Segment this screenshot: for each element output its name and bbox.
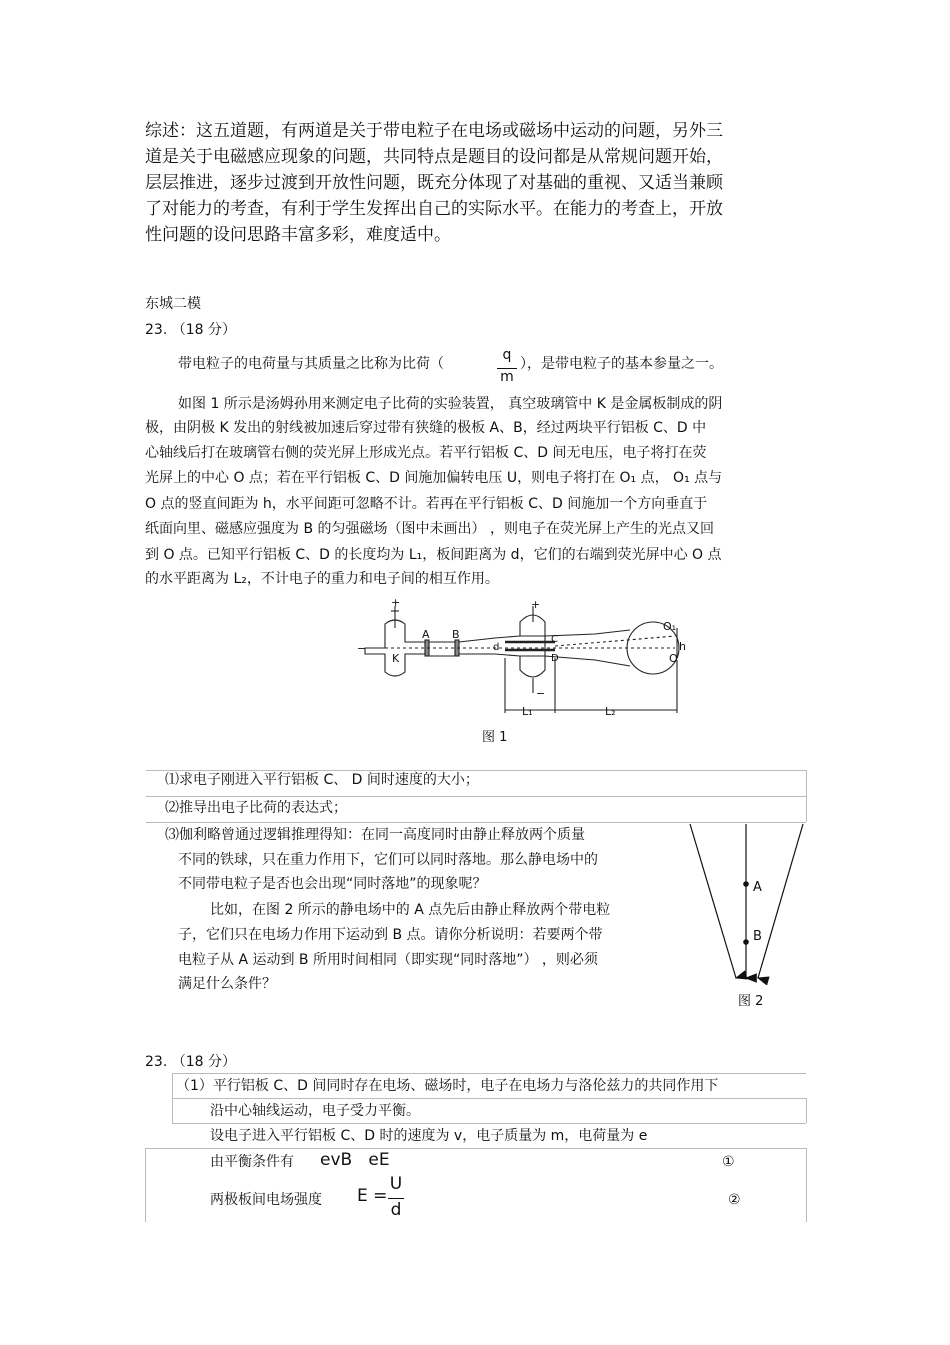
formula-denominator-d: d [390, 1200, 402, 1220]
question-body-line: 的水平距离为 L₂，不计电子的重力和电子间的相互作用。 [145, 571, 499, 587]
fraction-numerator: q [502, 347, 512, 363]
label-h: h [679, 640, 686, 653]
question-intro-before: 带电粒子的电荷量与其质量之比称为比荷（ [178, 356, 444, 372]
summary-line: 了对能力的考查，有利于学生发挥出自己的实际水平。在能力的考查上，开放 [145, 199, 723, 219]
figure1-caption: 图 1 [482, 730, 508, 745]
answer-number: 23. （18 分） [145, 1054, 236, 1070]
sub-question-1: ⑴求电子刚进入平行铝板 C、 D 间时速度的大小； [165, 772, 479, 788]
point-A-dot [743, 881, 749, 887]
label-d: d [493, 642, 500, 653]
question-body-line: 纸面向里、磁感应强度为 B 的匀强磁场（图中未画出） ，则电子在荧光屏上产生的光点又回 [145, 521, 714, 537]
label-L1: L₁ [522, 705, 533, 718]
sub-question-3-line: 满足什么条件？ [178, 976, 276, 992]
question-body-line: 心轴线后打在玻璃管右侧的荧光屏上形成光点。若平行铝板 C、D 间无电压，电子将打在荧 [145, 445, 707, 461]
label-D: D [551, 653, 559, 664]
equation-number-1: ① [722, 1154, 735, 1170]
label-plus1: + [391, 598, 401, 609]
section-title: 东城二模 [145, 296, 201, 312]
question-body-line: 光屏上的中心 O 点；若在平行铝板 C、D 间施加偏转电压 U，则电子将打在 O₁ 点， O₁ 点与 [145, 470, 723, 486]
answer-line-1: （1）平行铝板 C、D 间同时存在电场、磁场时，电子在电场力与洛伦兹力的共同作用下 [176, 1078, 719, 1094]
question-number: 23. （18 分） [145, 322, 236, 338]
answer-line-5-E: E = [357, 1186, 388, 1206]
equation-number-2: ② [728, 1192, 741, 1208]
summary-line: 道是关于电磁感应现象的问题，共同特点是题目的设问都是从常规问题开始， [145, 147, 723, 167]
answer-line-3: 设电子进入平行铝板 C、D 时的速度为 v，电子质量为 m，电荷量为 e [210, 1128, 648, 1144]
divider [806, 770, 807, 822]
label-point-A: A [753, 880, 762, 895]
question-body-line: 到 O 点。已知平行铝板 C、D 的长度均为 L₁，板间距离为 d，它们的右端到荧光屏中心 O 点 [145, 547, 722, 563]
answer-line-5-text: 两极板间电场强度 [210, 1192, 322, 1208]
formula-fraction-bar [388, 1198, 404, 1199]
sub-question-3-line: 电粒子从 A 运动到 B 所用时间相同（即实现“同时落地”） ，则必须 [178, 952, 598, 968]
label-point-B: B [753, 929, 762, 944]
divider [145, 1148, 146, 1222]
formula-numerator-U: U [389, 1174, 403, 1194]
sub-question-3-line: 不同的铁球，只在重力作用下，它们可以同时落地。那么静电场中的 [178, 852, 598, 868]
label-minus2: − [536, 687, 546, 700]
sub-question-3-line: 子，它们只在电场力作用下运动到 B 点。请你分析说明：若要两个带 [178, 927, 603, 943]
fraction-denominator: m [500, 369, 514, 385]
summary-line: 性问题的设问思路丰富多彩，难度适中。 [145, 225, 451, 245]
label-C: C [551, 634, 558, 645]
label-O1: O₁ [663, 620, 677, 633]
summary-paragraph [145, 118, 765, 248]
point-B-dot [743, 939, 749, 945]
label-O: O [669, 652, 678, 665]
figure2-caption: 图 2 [738, 994, 764, 1009]
label-K: K [392, 652, 400, 665]
summary-line: 层层推进，逐步过渡到开放性问题，既充分体现了对基础的重视、又适当兼顾 [145, 173, 723, 193]
label-L2: L₂ [605, 705, 616, 718]
sub-question-3-line: ⑶伽利略曾通过逻辑推理得知：在同一高度同时由静止释放两个质量 [165, 827, 585, 843]
label-minus1: − [357, 642, 367, 655]
divider [806, 1098, 807, 1123]
label-A: A [422, 628, 430, 641]
question-body-line: 极，由阴极 K 发出的射线被加速后穿过带有狭缝的极板 A、B，经过两块平行铝板 C、D 中 [145, 420, 707, 436]
answer-line-4-text: 由平衡条件有 [210, 1154, 294, 1170]
thomson-apparatus-diagram [355, 598, 695, 723]
electric-field-diagram [685, 820, 810, 985]
sub-question-3-line: 不同带电粒子是否也会出现“同时落地”的现象呢？ [178, 876, 487, 892]
answer-line-2: 沿中心轴线运动，电子受力平衡。 [210, 1103, 420, 1119]
question-intro-after: ），是带电粒子的基本参量之一。 [520, 356, 723, 372]
label-plus2: + [531, 598, 541, 611]
sub-question-2: ⑵推导出电子比荷的表达式； [165, 800, 347, 816]
divider [806, 1148, 807, 1222]
answer-line-4-formula: evB eE [320, 1150, 390, 1170]
sub-question-3-line: 比如，在图 2 所示的静电场中的 A 点先后由静止释放两个带电粒 [210, 902, 611, 918]
question-body-line: O 点的竖直间距为 h，水平间距可忽略不计。若再在平行铝板 C、D 间施加一个方向垂直于 [145, 496, 708, 512]
question-body-line: 如图 1 所示是汤姆孙用来测定电子比荷的实验装置， 真空玻璃管中 K 是金属板制成的阴 [178, 396, 723, 412]
divider [145, 1148, 806, 1149]
label-B: B [452, 628, 460, 641]
summary-line: 综述：这五道题，有两道是关于带电粒子在电场或磁场中运动的问题，另外三 [145, 121, 723, 141]
